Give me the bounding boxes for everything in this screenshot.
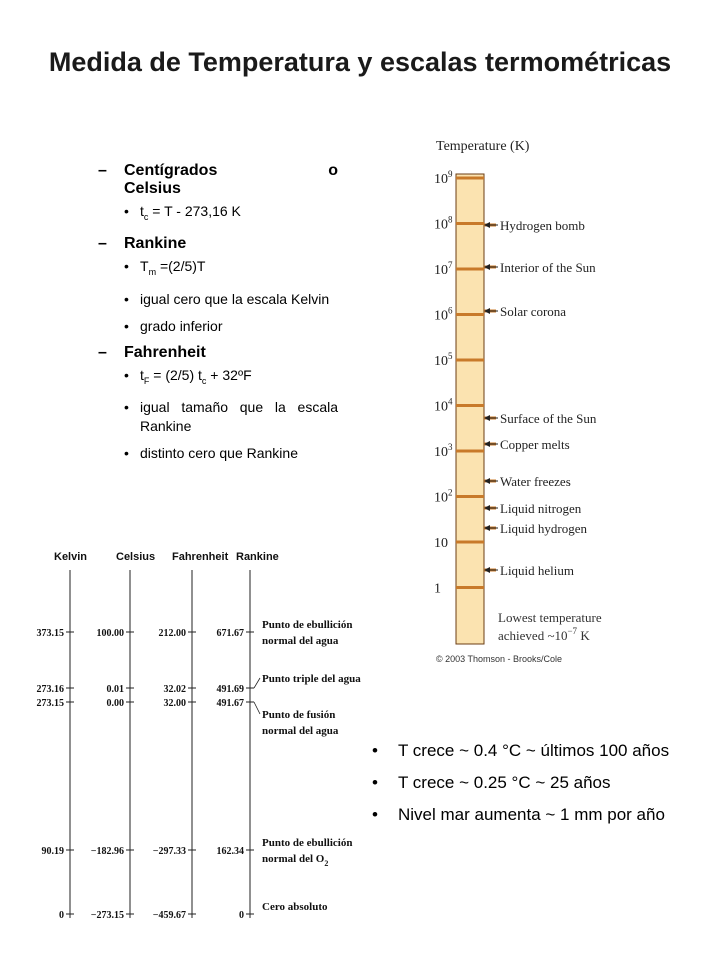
scale-header: Celsius — [116, 551, 156, 563]
arrow-head-icon — [484, 264, 490, 270]
outline-celsius: – Centígrados o Celsius — [98, 162, 338, 197]
scale-value: 162.34 — [216, 846, 244, 857]
power-label: $10^4$ — [434, 396, 453, 415]
arrow-head-icon — [484, 567, 490, 573]
event-label: Interior of the Sun — [500, 260, 596, 275]
event-label: Liquid helium — [500, 563, 575, 578]
scale-point-label: Cero absoluto — [262, 901, 328, 913]
scale-value: 100.00 — [96, 628, 124, 639]
power-label: 1 — [434, 581, 441, 597]
event-label: Surface of the Sun — [500, 411, 597, 426]
climate-bullet-3: • Nivel mar aumenta ~ 1 mm por año — [372, 805, 665, 824]
scale-value: 0.00 — [106, 698, 124, 709]
event-label: Liquid hydrogen — [500, 521, 588, 536]
celsius-formula: • $t_c = T - 273,16$ K — [124, 203, 241, 222]
scale-point-label-2: normal del $O_2$ — [262, 853, 329, 868]
scale-value: 90.19 — [41, 846, 64, 857]
temperature-bar — [456, 174, 484, 644]
power-label: $10^8$ — [434, 214, 453, 233]
arrow-head-icon — [484, 222, 490, 228]
fahrenheit-point-2: • distinto cero que Rankine — [124, 445, 298, 462]
power-label: $10^3$ — [434, 442, 453, 460]
arrow-head-icon — [484, 478, 490, 484]
celsius-heading-part1: Centígrados — [124, 162, 218, 179]
scale-value: 32.00 — [163, 698, 186, 709]
scale-point-label: Punto de fusión — [262, 709, 336, 721]
pointer-line — [254, 678, 260, 688]
scale-point-label: Punto triple del agua — [262, 673, 361, 685]
pointer-line — [254, 702, 260, 714]
scale-point-label: Punto de ebullición — [262, 837, 353, 849]
scale-value: 273.15 — [36, 698, 64, 709]
temp-chart-title: Temperature (K) — [436, 139, 530, 154]
arrow-head-icon — [484, 415, 490, 421]
scale-value: 491.69 — [216, 684, 244, 695]
event-label: Copper melts — [500, 437, 570, 452]
scale-value: 671.67 — [216, 628, 244, 639]
power-label: $10^9$ — [434, 169, 453, 187]
scale-value: −459.67 — [152, 910, 186, 921]
scale-value: 273.16 — [36, 684, 64, 695]
scale-value: 32.02 — [163, 684, 186, 695]
scale-header: Rankine — [236, 551, 279, 563]
scale-value: −273.15 — [90, 910, 124, 921]
scale-value: 212.00 — [158, 628, 186, 639]
rankine-point-1: • igual cero que la escala Kelvin — [124, 290, 330, 307]
temperature-kelvin-figure — [432, 130, 672, 670]
power-label: $10^7$ — [434, 260, 453, 278]
scale-value: −182.96 — [90, 846, 124, 857]
fahrenheit-formula: • $t_F = (2/5) t_c$ + 32ºF — [124, 366, 252, 386]
power-label: $10^5$ — [434, 351, 453, 369]
scale-outline — [98, 162, 338, 471]
outline-fahrenheit: – Fahrenheit — [98, 343, 206, 361]
event-label: Hydrogen bomb — [500, 218, 585, 233]
lowest-temp-line1: Lowest temperature — [498, 610, 602, 625]
lowest-temp-line2: achieved $\sim 10^{-7}$ K — [498, 626, 590, 643]
event-label: Liquid nitrogen — [500, 501, 582, 516]
climate-bullet-1: • T crece ~ 0.4 °C ~ últimos 100 años — [372, 741, 670, 760]
arrow-head-icon — [484, 308, 490, 314]
fahrenheit-point-1: • igual tamaño que la escala Rankine — [124, 399, 338, 435]
rankine-point-2: • grado inferior — [124, 317, 223, 334]
scale-value: 373.15 — [36, 628, 64, 639]
rankine-formula: • $T_m =(2/5)T$ — [124, 257, 206, 277]
event-label: Water freezes — [500, 474, 571, 489]
outline-rankine: – Rankine — [98, 234, 187, 252]
scale-value: 0.01 — [106, 684, 124, 695]
arrow-head-icon — [484, 505, 490, 511]
scale-value: 0 — [239, 910, 244, 921]
event-label: Solar corona — [500, 304, 567, 319]
power-label: 10 — [434, 536, 448, 551]
celsius-heading-part3: Celsius — [124, 180, 181, 197]
temperature-scales-figure — [14, 540, 370, 930]
page-title: Medida de Temperatura y escalas termométricas — [48, 47, 672, 77]
scale-value: 491.67 — [216, 698, 244, 709]
climate-bullets — [372, 740, 702, 836]
scale-value: −297.33 — [152, 846, 186, 857]
scale-point-label-2: normal del agua — [262, 725, 339, 737]
scale-point-label-2: normal del agua — [262, 635, 339, 647]
scale-header: Kelvin — [54, 551, 88, 563]
power-label: $10^2$ — [434, 487, 453, 506]
scale-header: Fahrenheit — [172, 551, 229, 563]
scale-point-label: Punto de ebullición — [262, 619, 353, 631]
scale-value: 0 — [59, 910, 64, 921]
celsius-heading-part2: o — [328, 162, 338, 179]
power-label: $10^6$ — [434, 305, 453, 324]
copyright-note: © 2003 Thomson - Brooks/Cole — [436, 654, 563, 664]
arrow-head-icon — [484, 525, 490, 531]
climate-bullet-2: • T crece ~ 0.25 °C ~ 25 años — [372, 773, 611, 792]
arrow-head-icon — [484, 441, 490, 447]
